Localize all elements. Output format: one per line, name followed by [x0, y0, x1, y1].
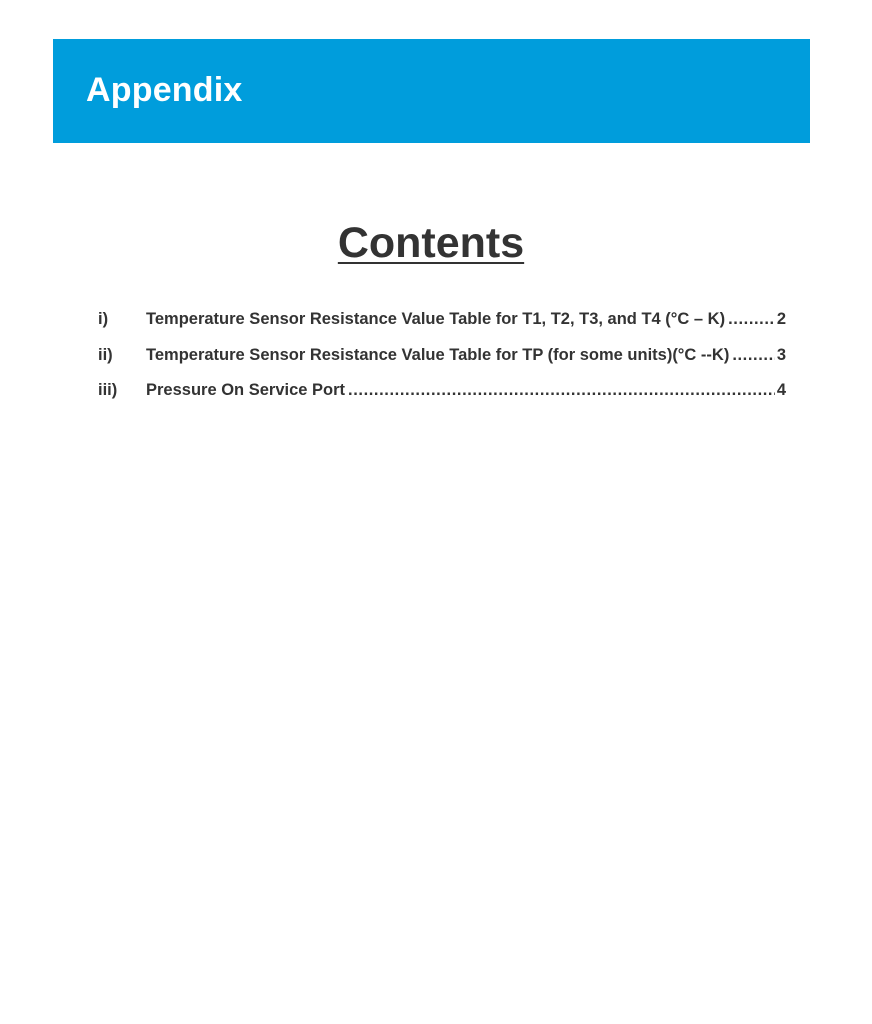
table-of-contents	[98, 310, 786, 417]
toc-dot-leader	[348, 381, 775, 400]
toc-entry[interactable]	[98, 381, 786, 417]
toc-entry-number: i)	[98, 310, 109, 328]
toc-entry-title: Temperature Sensor Resistance Value Table for TP (for some units)(°C --K)	[146, 345, 730, 364]
toc-entry-number: ii)	[98, 345, 113, 364]
contents-heading: Contents	[337, 219, 525, 267]
toc-entry[interactable]	[98, 346, 786, 382]
toc-entry-title: Pressure On Service Port	[146, 381, 346, 399]
page-title: Appendix	[86, 71, 243, 109]
toc-entry-title: Temperature Sensor Resistance Value Table for T1, T2, T3, and T4 (°C – K)	[146, 310, 726, 328]
toc-entry-number: iii)	[98, 381, 118, 399]
toc-entry[interactable]	[98, 310, 786, 346]
header-banner	[53, 39, 810, 143]
toc-entry-page: 3	[776, 345, 786, 364]
toc-dot-leader	[728, 310, 775, 329]
toc-dot-leader	[732, 346, 775, 365]
toc-entry-page: 4	[776, 381, 786, 399]
toc-entry-page: 2	[776, 310, 786, 328]
